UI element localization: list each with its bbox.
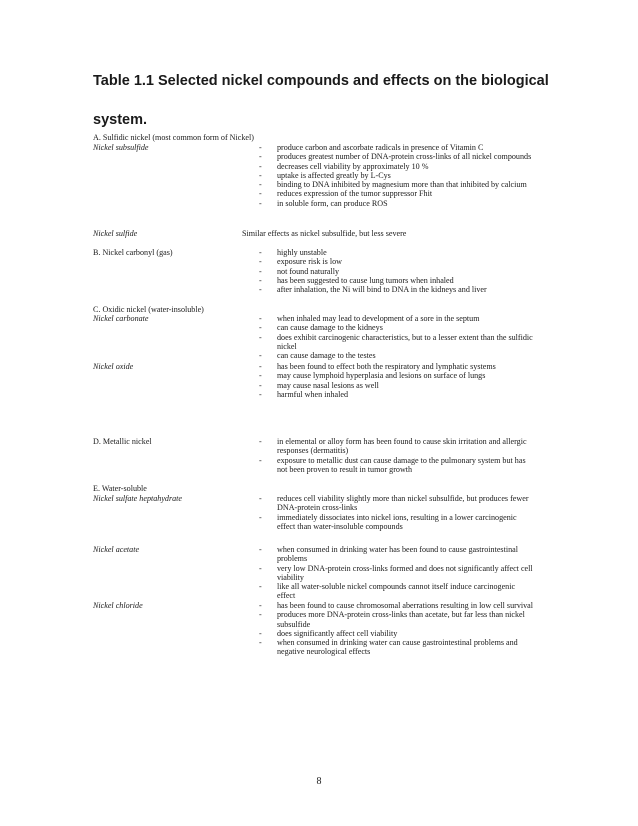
effect-item: - exposure to metallic dust can cause damage to the pulmonary system but has not been proven to result in tumor growth bbox=[259, 456, 559, 475]
effects-list-nickel-subsulfide bbox=[259, 143, 559, 208]
effect-item: - has been found to effect both the respiratory and lymphatic systems bbox=[259, 362, 559, 371]
effect-item: - in elemental or alloy form has been found to cause skin irritation and allergic responses (dermatitis) bbox=[259, 437, 559, 456]
compound-name-nickel-carbonate: Nickel carbonate bbox=[93, 314, 149, 323]
compound-name-nickel-sulfide: Nickel sulfide bbox=[93, 229, 138, 238]
effect-item: - in soluble form, can produce ROS bbox=[259, 199, 559, 208]
effect-item: - has been suggested to cause lung tumors when inhaled bbox=[259, 276, 559, 285]
section-heading-metallic-nickel: D. Metallic nickel bbox=[93, 437, 152, 446]
effect-item: - reduces expression of the tumor suppressor Fhit bbox=[259, 189, 559, 198]
effect-item: - reduces cell viability slightly more than nickel subsulfide, but produces fewer DNA-protein cross-links bbox=[259, 494, 559, 513]
effect-item: - when consumed in drinking water can cause gastrointestinal problems and negative neurological effects bbox=[259, 638, 559, 657]
effect-item: - immediately dissociates into nickel ions, resulting in a lower carcinogenic effect than water-insoluble compounds bbox=[259, 513, 559, 532]
section-heading-oxidic: C. Oxidic nickel (water-insoluble) bbox=[93, 305, 204, 314]
effect-item: - does exhibit carcinogenic characteristics, but to a lesser extent than the sulfidic nickel bbox=[259, 333, 559, 352]
effect-item: - binding to DNA inhibited by magnesium more than that inhibited by calcium bbox=[259, 180, 559, 189]
effect-item: - like all water-soluble nickel compounds cannot itself induce carcinogenic effect bbox=[259, 582, 559, 601]
effect-item: - harmful when inhaled bbox=[259, 390, 559, 399]
compound-name-nickel-subsulfide: Nickel subsulfide bbox=[93, 143, 149, 152]
effects-list-nickel-carbonate bbox=[259, 314, 559, 360]
table-title: Table 1.1 Selected nickel compounds and effects on the biological bbox=[93, 73, 549, 89]
page-number: 8 bbox=[316, 776, 322, 787]
effect-item: - produces greatest number of DNA-protein cross-links of all nickel compounds bbox=[259, 152, 559, 161]
effect-item: - highly unstable bbox=[259, 248, 559, 257]
effect-item: - not found naturally bbox=[259, 267, 559, 276]
effect-item: - after inhalation, the Ni will bind to DNA in the kidneys and liver bbox=[259, 285, 559, 294]
effect-item: - does significantly affect cell viability bbox=[259, 629, 559, 638]
effect-item: - can cause damage to the testes bbox=[259, 351, 559, 360]
section-heading-sulfidic: A. Sulfidic nickel (most common form of Nickel) bbox=[93, 133, 254, 142]
effect-item: - can cause damage to the kidneys bbox=[259, 323, 559, 332]
effect-item: - very low DNA-protein cross-links formed and does not significantly affect cell viability bbox=[259, 564, 559, 583]
effect-item: - produce carbon and ascorbate radicals in presence of Vitamin C bbox=[259, 143, 559, 152]
effects-list-nickel-oxide bbox=[259, 362, 559, 399]
effects-list-nickel-sulfate bbox=[259, 494, 559, 531]
effect-item: - uptake is affected greatly by L-Cys bbox=[259, 171, 559, 180]
compound-name-nickel-chloride: Nickel chloride bbox=[93, 601, 143, 610]
effects-list-metallic-nickel bbox=[259, 437, 559, 474]
effects-list-nickel-carbonyl bbox=[259, 248, 559, 294]
section-heading-nickel-carbonyl: B. Nickel carbonyl (gas) bbox=[93, 248, 173, 257]
effect-item: - when inhaled may lead to development of a sore in the septum bbox=[259, 314, 559, 323]
effects-list-nickel-acetate bbox=[259, 545, 559, 601]
compound-name-nickel-acetate: Nickel acetate bbox=[93, 545, 140, 554]
effect-item: - may cause nasal lesions as well bbox=[259, 381, 559, 390]
effect-item: - decreases cell viability by approximately 10 % bbox=[259, 162, 559, 171]
table-title-continued: system. bbox=[93, 112, 148, 128]
effect-item: - when consumed in drinking water has been found to cause gastrointestinal problems bbox=[259, 545, 559, 564]
nickel-sulfide-note: Similar effects as nickel subsulfide, but less severe bbox=[242, 229, 407, 238]
section-heading-water-soluble: E. Water-soluble bbox=[93, 484, 147, 493]
effect-item: - exposure risk is low bbox=[259, 257, 559, 266]
effect-item: - has been found to cause chromosomal aberrations resulting in low cell survival bbox=[259, 601, 559, 610]
effect-item: - produces more DNA-protein cross-links than acetate, but far less than nickel subsulfide bbox=[259, 610, 559, 629]
effects-list-nickel-chloride bbox=[259, 601, 559, 657]
effect-item: - may cause lymphoid hyperplasia and lesions on surface of lungs bbox=[259, 371, 559, 380]
compound-name-nickel-oxide: Nickel oxide bbox=[93, 362, 134, 371]
compound-name-nickel-sulfate-heptahydrate: Nickel sulfate heptahydrate bbox=[93, 494, 183, 503]
